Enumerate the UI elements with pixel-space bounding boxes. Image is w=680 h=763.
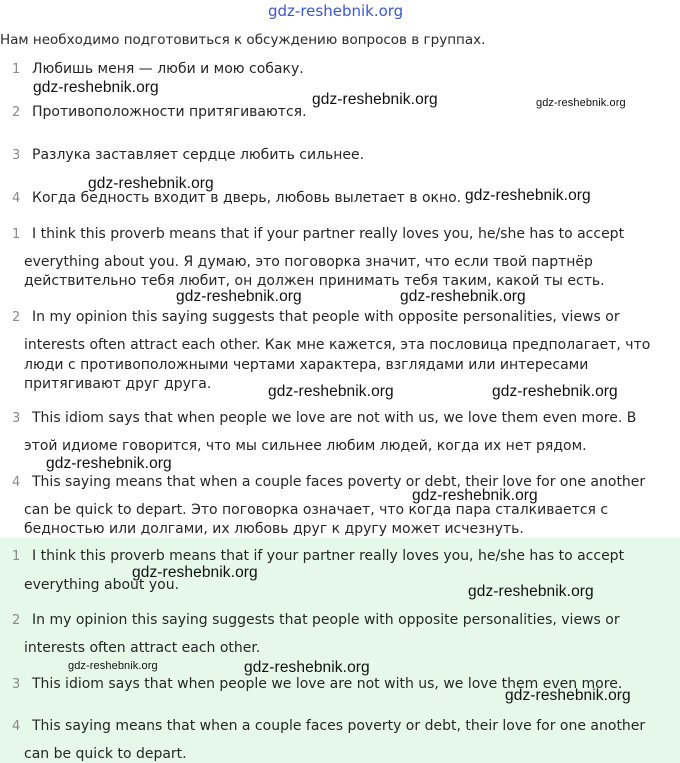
answer-number: 4 (12, 719, 21, 734)
explanation-line: This saying means that when a couple faces poverty or debt, their love for one another (32, 474, 646, 490)
watermark: gdz-reshebnik.org (412, 487, 538, 504)
watermark: gdz-reshebnik.org (68, 660, 158, 672)
explanation-line: I think this proverb means that if your partner really loves you, he/she has to accept (32, 226, 625, 242)
site-header-link[interactable]: gdz-reshebnik.org (268, 2, 404, 20)
answer-line: This saying means that when a couple faces poverty or debt, their love for one another (32, 718, 646, 734)
watermark: gdz-reshebnik.org (465, 187, 591, 204)
proverb-number: 3 (12, 148, 21, 163)
watermark: gdz-reshebnik.org (468, 583, 594, 600)
watermark: gdz-reshebnik.org (33, 79, 159, 96)
watermark: gdz-reshebnik.org (505, 687, 631, 704)
explanation-line: действительно тебя любит, он должен принимать тебя таким, какой ты есть. (24, 273, 605, 289)
explanation-line: interests often attract each other. Как мне кажется, эта пословица предполагает, что (24, 337, 651, 353)
explanation-line: everything about you. Я думаю, это поговорка значит, что если твой партнёр (24, 254, 593, 270)
task-intro: Нам необходимо подготовиться к обсуждению вопросов в группах. (0, 32, 486, 48)
explanation-number: 1 (12, 227, 21, 242)
proverb-text: Любишь меня — люби и мою собаку. (32, 61, 304, 77)
watermark: gdz-reshebnik.org (268, 383, 394, 400)
watermark: gdz-reshebnik.org (46, 455, 172, 472)
proverb-number: 2 (12, 105, 21, 120)
watermark: gdz-reshebnik.org (176, 288, 302, 305)
explanation-line: притягивают друг друга. (24, 376, 212, 392)
proverb-number: 4 (12, 191, 21, 206)
watermark: gdz-reshebnik.org (88, 175, 214, 192)
answer-number: 3 (12, 677, 21, 692)
answer-line: can be quick to depart. (24, 746, 187, 762)
explanation-number: 4 (12, 475, 21, 490)
explanation-line: этой идиоме говорится, что мы сильнее любим людей, когда их нет рядом. (24, 438, 587, 454)
watermark: gdz-reshebnik.org (244, 659, 370, 676)
proverb-text: Противоположности притягиваются. (32, 104, 307, 120)
answer-line: This idiom says that when people we love are not with us, we love them even more. (32, 676, 623, 692)
watermark: gdz-reshebnik.org (312, 91, 438, 108)
answer-line: interests often attract each other. (24, 640, 261, 656)
explanation-line: can be quick to depart. Это поговорка означает, что когда пара сталкивается с (24, 502, 609, 518)
proverb-text: Разлука заставляет сердце любить сильнее. (32, 147, 365, 163)
watermark: gdz-reshebnik.org (536, 97, 626, 109)
explanation-line: This idiom says that when people we love are not with us, we love them even more. В (32, 410, 637, 426)
answer-number: 1 (12, 549, 21, 564)
proverb-number: 1 (12, 62, 21, 77)
answer-line: everything about you. (24, 577, 180, 593)
explanation-line: бедностью или долгами, их любовь друг к другу может исчезнуть. (24, 521, 524, 537)
answer-line: In my opinion this saying suggests that people with opposite personalities, views or (32, 612, 620, 628)
proverb-text: Когда бедность входит в дверь, любовь вылетает в окно. (32, 190, 462, 206)
explanation-line: In my opinion this saying suggests that people with opposite personalities, views or (32, 309, 620, 325)
explanation-line: люди с противоположными чертами характера, взглядами или интересами (24, 357, 589, 373)
explanation-number: 2 (12, 310, 21, 325)
watermark: gdz-reshebnik.org (132, 564, 258, 581)
answer-line: I think this proverb means that if your partner really loves you, he/she has to accept (32, 548, 625, 564)
answer-number: 2 (12, 613, 21, 628)
explanation-number: 3 (12, 411, 21, 426)
watermark: gdz-reshebnik.org (492, 383, 618, 400)
watermark: gdz-reshebnik.org (400, 288, 526, 305)
